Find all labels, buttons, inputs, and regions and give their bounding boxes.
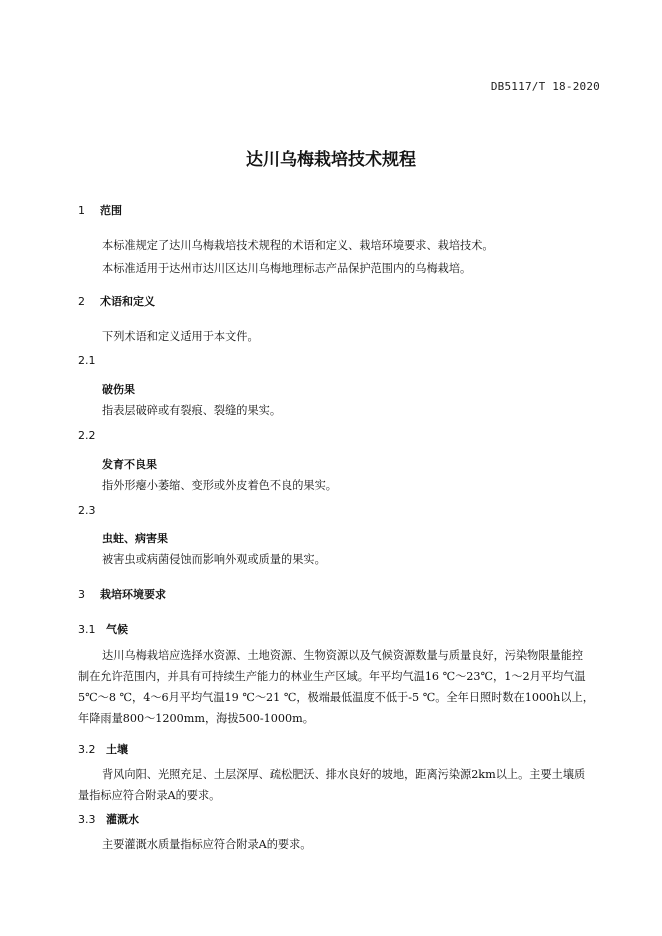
section-3-1-number: 3.1 (78, 623, 96, 636)
section-3-1-title: 气候 (106, 623, 128, 636)
section-1-heading (78, 202, 122, 218)
term-2-2-definition: 指外形瘪小萎缩、变形或外皮着色不良的果实。 (102, 479, 337, 492)
section-3-3-number: 3.3 (78, 813, 96, 826)
section-2-intro: 下列术语和定义适用于本文件。 (102, 330, 259, 343)
section-1-paragraph-1: 本标准规定了达川乌梅栽培技术规程的术语和定义、栽培环境要求、栽培技术。 (102, 239, 494, 252)
section-3-3-title: 灌溉水 (106, 813, 139, 826)
document-code: DB5117/T 18-2020 (490, 80, 600, 93)
term-2-3-number: 2.3 (78, 504, 96, 517)
section-3-3-heading (78, 811, 139, 827)
document-title: 达川乌梅栽培技术规程 (246, 150, 416, 170)
section-1-paragraph-2: 本标准适用于达州市达川区达川乌梅地理标志产品保护范围内的乌梅栽培。 (102, 262, 472, 275)
section-3-1-line-3: 5℃～8 ℃，4～6月平均气温19 ℃～21 ℃，极端最低温度不低于-5 ℃。全年日照时数在1000h以上， (78, 691, 594, 704)
section-3-2-line-1: 背风向阳、光照充足、土层深厚、疏松肥沃、排水良好的坡地，距离污染源2km以上。主要土壤质 (102, 768, 586, 781)
term-2-3-definition: 被害虫或病菌侵蚀而影响外观或质量的果实。 (102, 553, 326, 566)
section-3-number: 3 (78, 588, 85, 601)
section-3-1-heading (78, 621, 128, 637)
section-3-1-line-1: 达川乌梅栽培应选择水资源、土地资源、生物资源以及气候资源数量与质量良好，污染物限量能控 (102, 649, 584, 662)
section-1-title: 范围 (100, 204, 122, 217)
term-2-3-name: 虫蛀、病害果 (102, 532, 168, 545)
section-3-heading (78, 586, 166, 602)
section-3-2-number: 3.2 (78, 743, 96, 756)
section-1-number: 1 (78, 204, 85, 217)
section-3-3-line-1: 主要灌溉水质量指标应符合附录A的要求。 (102, 838, 312, 851)
section-3-2-line-2: 量指标应符合附录A的要求。 (78, 789, 221, 802)
section-3-1-line-4: 年降雨量800～1200mm，海拔500-1000m。 (78, 712, 314, 725)
term-2-1-number: 2.1 (78, 354, 96, 367)
section-3-title: 栽培环境要求 (100, 588, 166, 601)
term-2-2-number: 2.2 (78, 429, 96, 442)
term-2-2-name: 发育不良果 (102, 458, 157, 471)
section-2-heading (78, 293, 155, 309)
section-3-2-heading (78, 741, 128, 757)
section-2-number: 2 (78, 295, 85, 308)
section-3-2-title: 土壤 (106, 743, 128, 756)
term-2-1-name: 破伤果 (102, 383, 135, 396)
term-2-1-definition: 指表层破碎或有裂痕、裂缝的果实。 (102, 404, 282, 417)
section-2-title: 术语和定义 (100, 295, 155, 308)
section-3-1-line-2: 制在允许范围内，并具有可持续生产能力的林业生产区域。年平均气温16 ℃～23℃，1～2月平均气温 (78, 670, 586, 683)
